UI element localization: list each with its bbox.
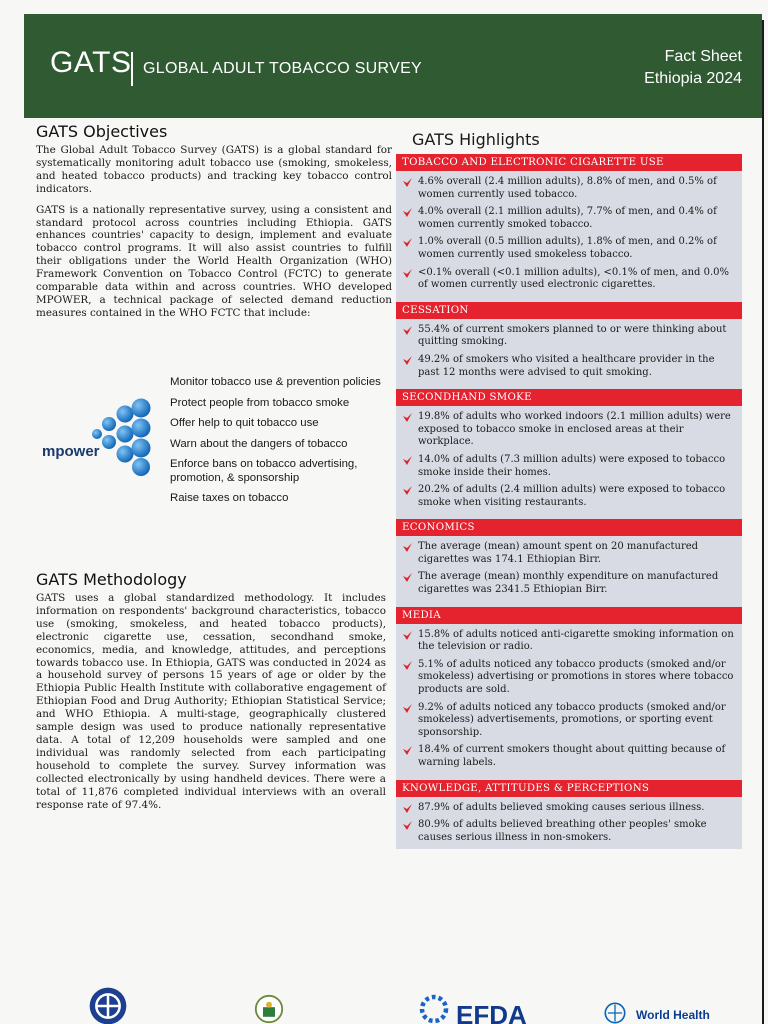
highlight-item — [396, 819, 742, 844]
highlight-item — [396, 744, 742, 769]
mpower-logo-text: mpower — [42, 443, 100, 460]
section-heading-knowledge: KNOWLEDGE, ATTITUDES & PERCEPTIONS — [396, 780, 742, 797]
red-arrow-icon — [402, 485, 413, 496]
highlight-text: 4.0% overall (2.1 million adults), 7.7% of men, and 0.4% of women currently smoked tobacco. — [418, 206, 717, 230]
objectives-paragraph-1: The Global Adult Tobacco Survey (GATS) is a global standard for systematically monitoring adult tobacco use (smoking, smokeless, and heated tobacco products) and tracking key tobacco control indicators. — [36, 144, 392, 195]
highlight-text: The average (mean) monthly expenditure on manufactured cigarettes was 2341.5 Ethiopian Birr. — [418, 571, 719, 596]
red-arrow-icon — [402, 268, 413, 279]
section-heading-economics: ECONOMICS — [396, 519, 742, 536]
header-brand: GATS — [50, 46, 132, 79]
highlights-section — [396, 130, 742, 849]
header-divider — [131, 52, 133, 86]
highlight-item — [396, 267, 742, 292]
highlight-text: 49.2% of smokers who visited a healthcare provider in the past 12 months were advised to quit smoking. — [418, 353, 715, 378]
header-fact-sheet — [644, 46, 742, 90]
section-heading-media: MEDIA — [396, 607, 742, 624]
mpower-section — [40, 372, 390, 532]
highlight-item — [396, 411, 742, 449]
efda-logo-text: EFDA — [456, 1000, 527, 1024]
red-arrow-icon — [402, 542, 413, 553]
red-arrow-icon — [402, 177, 413, 188]
mpower-item-protect: Protect people from tobacco smoke — [170, 396, 350, 409]
scan-edge-line — [762, 20, 764, 1024]
highlight-text: 80.9% of adults believed breathing other peoples' smoke causes serious illness in non-smokers. — [418, 819, 707, 843]
red-arrow-icon — [402, 455, 413, 466]
highlight-item — [396, 541, 742, 566]
who-logo-text: World Health — [636, 1008, 710, 1022]
highlight-item — [396, 236, 742, 261]
mpower-list — [170, 376, 390, 513]
mpower-item-monitor: Monitor tobacco use & prevention policies — [170, 376, 381, 388]
highlight-item — [396, 324, 742, 349]
highlight-item — [396, 659, 742, 697]
fact-sheet-label: Fact Sheet — [664, 48, 742, 65]
highlight-text: 9.2% of adults noticed any tobacco products (smoked and/or smokeless) advertisements, promotions, or sporting event sponsorship. — [418, 701, 726, 738]
mpower-item-warn: Warn about the dangers of tobacco — [170, 437, 348, 450]
header-banner — [24, 14, 762, 118]
mpower-logo-icon — [40, 398, 160, 478]
red-arrow-icon — [402, 412, 413, 423]
highlight-text: 15.8% of adults noticed anti-cigarette smoking information on the television or radio. — [418, 628, 734, 653]
highlight-text: 87.9% of adults believed smoking causes serious illness. — [418, 801, 705, 813]
highlight-item — [396, 571, 742, 596]
objectives-paragraph-2: GATS is a nationally representative survey, using a consistent and standard protocol across countries including Ethiopia. GATS enhances countries' capacity to design, implement and evaluate tobacco control programs. It will also assist countries to fulfill their obligations under the World Health Organization (WHO) Framework Convention on Tobacco Control (FCTC) to generate comparable data within and across countries. WHO developed MPOWER, a technical package of selected demand reduction measures contained in the WHO FCTC that include: — [36, 203, 392, 319]
highlight-text: The average (mean) amount spent on 20 manufactured cigarettes was 174.1 Ethiopian Birr. — [418, 541, 699, 565]
highlight-text: 20.2% of adults (2.4 million adults) were exposed to tobacco smoke when visiting restaurants. — [418, 484, 726, 508]
footer-logos — [0, 980, 768, 1024]
highlight-item — [396, 629, 742, 654]
country-year-label: Ethiopia 2024 — [644, 70, 742, 87]
red-arrow-icon — [402, 325, 413, 336]
objectives-title: GATS Objectives — [36, 122, 168, 141]
highlight-text: 18.4% of current smokers thought about quitting because of warning labels. — [418, 744, 726, 768]
red-arrow-icon — [402, 803, 413, 814]
header-subtitle: GLOBAL ADULT TOBACCO SURVEY — [143, 60, 423, 77]
red-arrow-icon — [402, 630, 413, 641]
highlight-text: 55.4% of current smokers planned to or were thinking about quitting smoking. — [418, 323, 727, 348]
highlight-text: 19.8% of adults who worked indoors (2.1 million adults) were exposed to tobacco smoke in enclosed areas at their workplace. — [418, 411, 731, 448]
mpower-item-enforce: Enforce bans on tobacco advertising, promotion, & sponsorship — [170, 458, 358, 484]
ephi-logo-icon — [84, 986, 132, 1024]
highlight-item — [396, 702, 742, 740]
seal-logo-icon — [244, 994, 294, 1024]
red-arrow-icon — [402, 207, 413, 218]
section-heading-cessation: CESSATION — [396, 302, 742, 319]
efda-logo-icon — [414, 994, 454, 1024]
highlight-item — [396, 484, 742, 509]
methodology-title: GATS Methodology — [36, 570, 187, 589]
red-arrow-icon — [402, 745, 413, 756]
red-arrow-icon — [402, 355, 413, 366]
highlight-text: 4.6% overall (2.4 million adults), 8.8% of men, and 0.5% of women currently used tobacco. — [418, 176, 717, 200]
who-emblem-icon — [598, 1002, 632, 1024]
highlight-text: 5.1% of adults noticed any tobacco products (smoked and/or smokeless) advertising or promotions in stores where tobacco products are sold. — [418, 658, 734, 696]
highlights-title: GATS Highlights — [412, 130, 540, 149]
red-arrow-icon — [402, 820, 413, 831]
section-heading-secondhand-smoke: SECONDHAND SMOKE — [396, 389, 742, 406]
highlight-item — [396, 454, 742, 479]
red-arrow-icon — [402, 703, 413, 714]
highlight-text: <0.1% overall (<0.1 million adults), <0.1% of men, and 0.0% of women currently used electronic cigarettes. — [418, 266, 730, 291]
methodology-section — [36, 570, 386, 811]
section-heading-tobacco-use: TOBACCO AND ELECTRONIC CIGARETTE USE — [396, 154, 742, 171]
red-arrow-icon — [402, 572, 413, 583]
highlight-item — [396, 354, 742, 379]
methodology-paragraph: GATS uses a global standardized methodology. It includes information on respondents' background characteristics, tobacco use (smoking, smokeless, and heated tobacco products), electronic cigarette use, cessation, secondhand smoke, economics, media, and knowledge, attitudes, and perceptions towards tobacco use. In Ethiopia, GATS was conducted in 2024 as a household survey of persons 15 years of age or older by the Ethiopia Public Health Institute with collaborative engagement of Ethiopian Food and Drug Authority; Ethiopian Statistical Service; and WHO Ethiopia. A multi-stage, geographically clustered sample design was used to produce nationally representative data. A total of 12,209 households were sampled and one individual was randomly selected from each participating household to complete the survey. Survey information was collected electronically by using handheld devices. There were a total of 11,876 completed individual interviews with an overall response rate of 97.4%. — [36, 592, 386, 811]
objectives-section — [36, 122, 392, 320]
highlight-item — [396, 206, 742, 231]
highlights-box — [396, 154, 742, 849]
red-arrow-icon — [402, 237, 413, 248]
mpower-item-offer: Offer help to quit tobacco use — [170, 417, 319, 429]
highlight-text: 14.0% of adults (7.3 million adults) were exposed to tobacco smoke inside their homes. — [418, 453, 726, 478]
mpower-item-raise: Raise taxes on tobacco — [170, 492, 289, 504]
highlight-item — [396, 802, 742, 815]
highlight-text: 1.0% overall (0.5 million adults), 1.8% of men, and 0.2% of women currently used smokeless tobacco. — [418, 236, 717, 260]
highlight-item — [396, 176, 742, 201]
red-arrow-icon — [402, 660, 413, 671]
